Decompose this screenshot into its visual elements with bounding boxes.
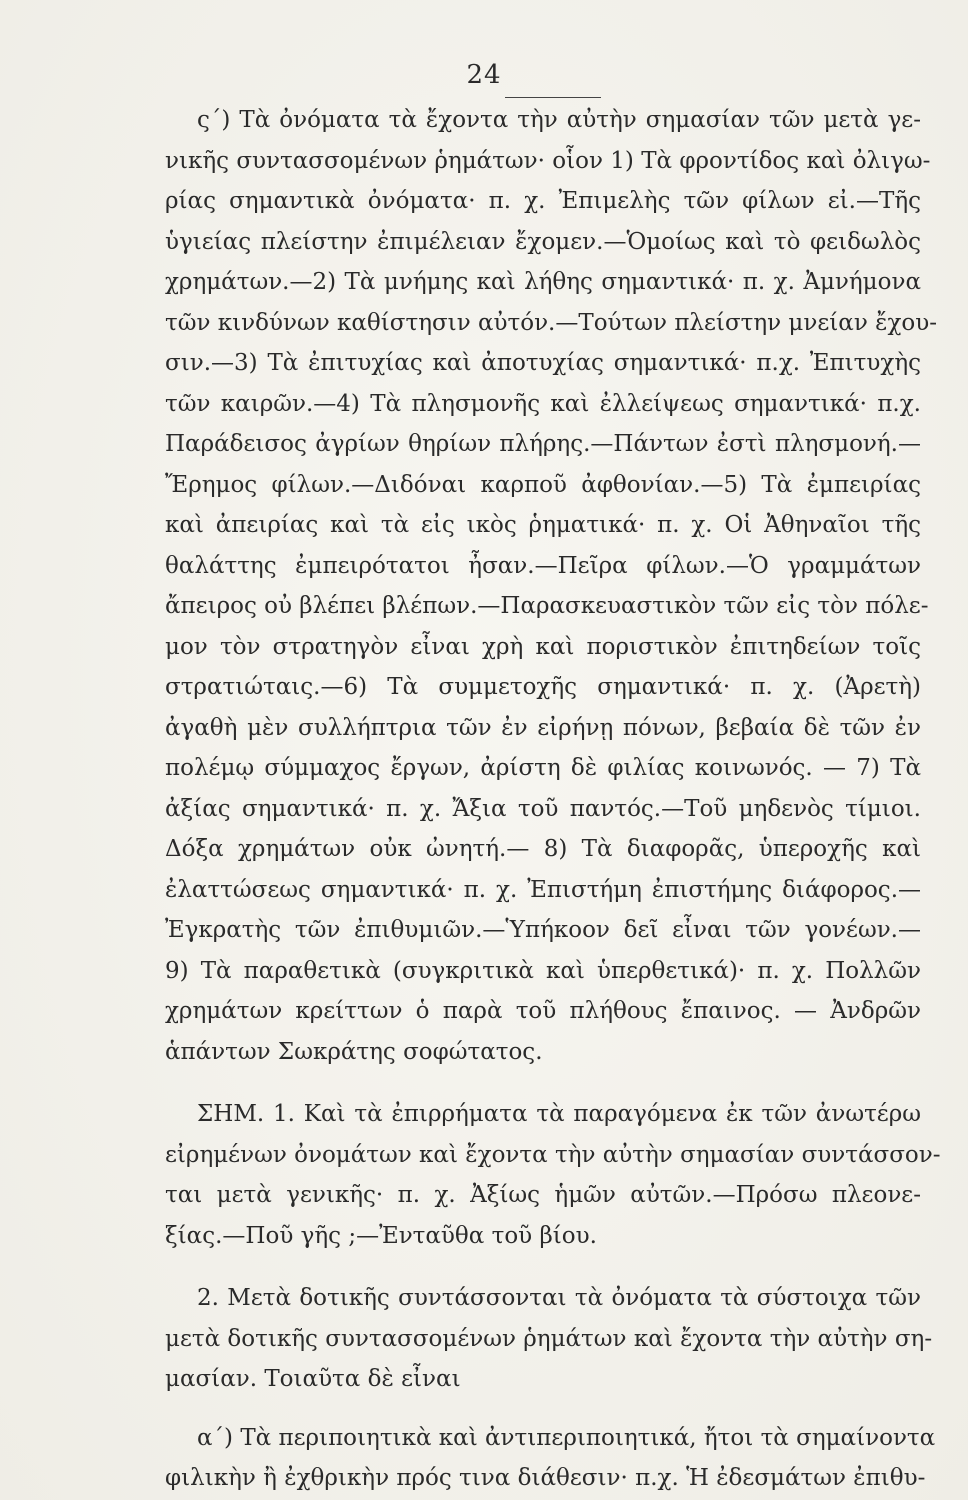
paragraph-gap [165, 1400, 921, 1418]
text-line: θαλάττης ἐμπειρότατοι ἦσαν.—Πεῖρα φίλων.—Ὁ γραμμάτων [165, 552, 921, 579]
paragraph-gap [165, 1256, 921, 1278]
text-line: Παράδεισος ἀγρίων θηρίων πλήρης.—Πάντων ἐστὶ πλησμονή.— [165, 431, 921, 457]
text-line: ἐλαττώσεως σημαντικά· π. χ. Ἐπιστήμη ἐπιστήμης διάφορος.— [165, 876, 921, 903]
note-line: εἰρημένων ὀνομάτων καὶ ἔχοντα τὴν αὐτὴν σημασίαν συντάσσον- [165, 1141, 941, 1168]
text-line: Δόξα χρημάτων οὐκ ὠνητή.— 8) Τὰ διαφορᾶς, ὑπεροχῆς καὶ [165, 836, 921, 862]
section2a-line: φιλικὴν ἢ ἐχθρικὴν πρός τινα διάθεσιν· π.χ. Ἡ ἐδεσμάτων ἐπιθυ- [165, 1465, 926, 1491]
note-line: ξίας.—Ποῦ γῆς ;—Ἐνταῦθα τοῦ βίου. [165, 1222, 597, 1249]
text-line: ἀξίας σημαντικά· π. χ. Ἄξια τοῦ παντός.—Τοῦ μηδενὸς τίμιοι. [165, 795, 921, 822]
text-line: ἀγαθὴ μὲν συλλήπτρια τῶν ἐν εἰρήνῃ πόνων, βεβαία δὲ τῶν ἐν [165, 714, 921, 741]
text-line: ρίας σημαντικὰ ὀνόματα· π. χ. Ἐπιμελὴς τῶν φίλων εἰ.—Τῆς [165, 188, 921, 214]
text-line: τῶν κινδύνων καθίστησιν αὐτόν.—Τούτων πλείστην μνείαν ἔχου- [165, 309, 938, 336]
text-line: νικῆς συντασσομένων ῥημάτων· οἷον 1) Τὰ φροντίδος καὶ ὀλιγω- [165, 147, 931, 174]
text-line: χρημάτων.—2) Τὰ μνήμης καὶ λήθης σημαντικά· π. χ. Ἀμνήμονα [165, 269, 921, 295]
page-number-rule [505, 97, 601, 98]
text-line: στρατιώταις.—6) Τὰ συμμετοχῆς σημαντικά· π. χ. (Ἀρετὴ) [165, 674, 921, 700]
page-text [165, 100, 941, 1499]
page-number: 24 [466, 60, 502, 90]
text-line: ς΄) Τὰ ὀνόματα τὰ ἔχοντα τὴν αὐτὴν σημασίαν τῶν μετὰ γε- [197, 107, 921, 133]
text-line: τῶν καιρῶν.—4) Τὰ πλησμονῆς καὶ ἐλλείψεως σημαντικά· π.χ. [165, 390, 921, 417]
note-line: ΣΗΜ. 1. Καὶ τὰ ἐπιρρήματα τὰ παραγόμενα ἐκ τῶν ἀνωτέρω [197, 1101, 921, 1127]
text-line: ὑγιείας πλείστην ἐπιμέλειαν ἔχομεν.—Ὁμοίως καὶ τὸ φειδωλὸς [165, 228, 921, 255]
paragraph-gap [165, 1072, 921, 1094]
text-line: Ἐγκρατὴς τῶν ἐπιθυμιῶν.—Ὑπήκοον δεῖ εἶναι τῶν γονέων.— [165, 917, 921, 943]
section2-line: μετὰ δοτικῆς συντασσομένων ῥημάτων καὶ ἔχοντα τὴν αὐτὴν ση- [165, 1325, 933, 1352]
text-line: πολέμῳ σύμμαχος ἔργων, ἀρίστη δὲ φιλίας κοινωνός. — 7) Τὰ [165, 755, 921, 781]
section2-line: μασίαν. Τοιαῦτα δὲ εἶναι [165, 1366, 461, 1392]
text-line: ἁπάντων Σωκράτης σοφώτατος. [165, 1038, 543, 1065]
text-line: χρημάτων κρείττων ὁ παρὰ τοῦ πλήθους ἔπαινος. — Ἀνδρῶν [165, 998, 921, 1024]
text-line: μον τὸν στρατηγὸν εἶναι χρὴ καὶ ποριστικὸν ἐπιτηδείων τοῖς [165, 633, 921, 660]
section2a-line: α΄) Τὰ περιποιητικὰ καὶ ἀντιπεριποιητικά, ἤτοι τὰ σημαίνοντα [197, 1424, 936, 1451]
text-line: 9) Τὰ παραθετικὰ (συγκριτικὰ καὶ ὑπερθετικά)· π. χ. Πολλῶν [165, 957, 921, 984]
note-line: ται μετὰ γενικῆς· π. χ. Ἀξίως ἡμῶν αὐτῶν.—Πρόσω πλεονε- [165, 1182, 921, 1208]
section2-line: 2. Μετὰ δοτικῆς συντάσσονται τὰ ὀνόματα τὰ σύστοιχα τῶν [197, 1285, 921, 1311]
text-line: ἄπειρος οὐ βλέπει βλέπων.—Παρασκευαστικὸν τῶν εἰς τὸν πόλε- [165, 593, 929, 619]
text-line: Ἔρημος φίλων.—Διδόναι καρποῦ ἀφθονίαν.—5) Τὰ ἐμπειρίας [165, 471, 921, 498]
text-line: καὶ ἀπειρίας καὶ τὰ εἰς ικὸς ῥηματικά· π. χ. Οἱ Ἀθηναῖοι τῆς [165, 512, 921, 538]
text-line: σιν.—3) Τὰ ἐπιτυχίας καὶ ἀποτυχίας σημαντικά· π.χ. Ἐπιτυχὴς [165, 350, 921, 376]
